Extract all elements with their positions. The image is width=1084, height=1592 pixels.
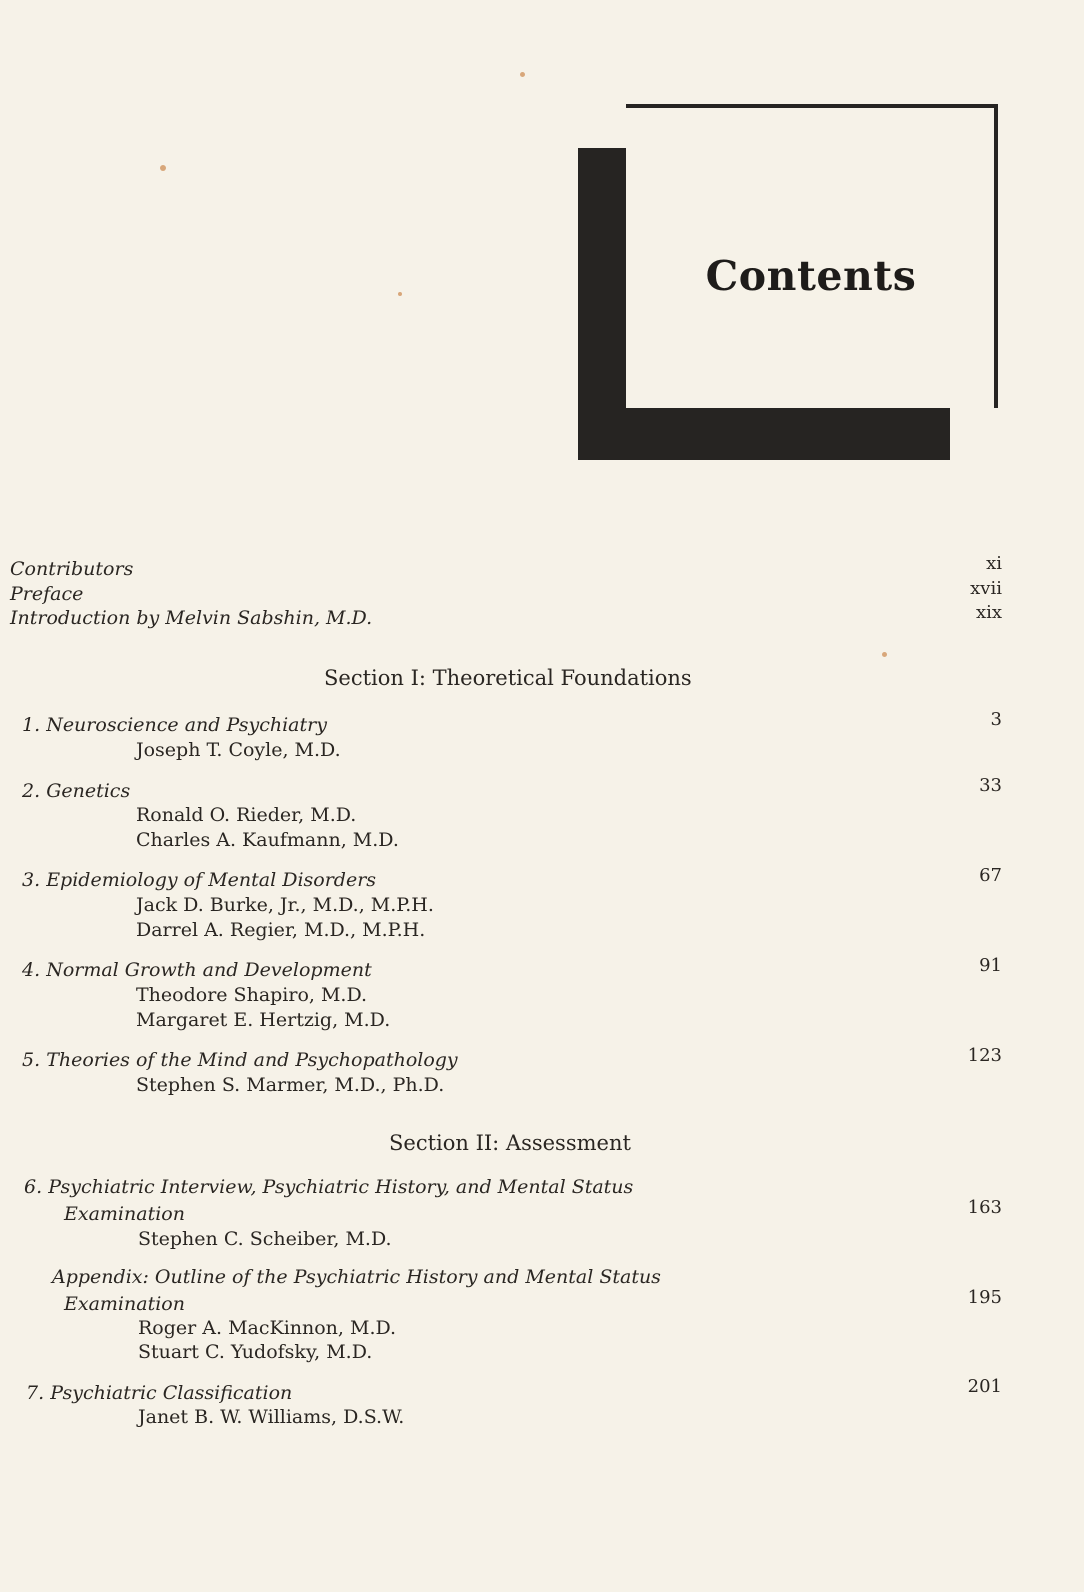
chapter-page: 67 bbox=[979, 865, 1002, 886]
appendix-title: Appendix: Outline of the Psychiatric History and Mental Status bbox=[52, 1266, 661, 1288]
chapter-title-text: Psychiatric Interview, Psychiatric History, and Mental Status bbox=[48, 1176, 634, 1198]
chapter-author: Roger A. MacKinnon, M.D. bbox=[138, 1317, 397, 1339]
chapter-page: 163 bbox=[967, 1197, 1002, 1218]
front-matter-introduction-page: xix bbox=[975, 602, 1002, 623]
chapter-title-text: Neuroscience and Psychiatry bbox=[46, 714, 327, 736]
front-matter-contributors-page: xi bbox=[986, 553, 1002, 574]
appendix-title-continuation: Examination bbox=[64, 1293, 185, 1315]
chapter-title bbox=[22, 780, 130, 802]
front-matter-preface: Preface bbox=[10, 583, 84, 605]
appendix-page: 195 bbox=[967, 1287, 1002, 1308]
front-matter-contributors: Contributors bbox=[10, 558, 134, 580]
chapter-number: 6. bbox=[24, 1176, 43, 1198]
title-frame-top-rule bbox=[626, 104, 998, 108]
chapter-author: Stephen C. Scheiber, M.D. bbox=[138, 1228, 392, 1250]
chapter-title bbox=[22, 869, 376, 891]
paper-speck bbox=[160, 165, 166, 171]
chapter-page: 3 bbox=[990, 709, 1002, 730]
chapter-page: 33 bbox=[979, 775, 1002, 796]
chapter-title bbox=[22, 1049, 458, 1071]
chapter-author: Janet B. W. Williams, D.S.W. bbox=[138, 1406, 405, 1428]
paper-speck bbox=[882, 652, 887, 657]
chapter-title-text: Genetics bbox=[46, 780, 131, 802]
chapter-author: Theodore Shapiro, M.D. bbox=[136, 984, 368, 1006]
chapter-title bbox=[26, 1382, 292, 1404]
chapter-author: Joseph T. Coyle, M.D. bbox=[136, 739, 341, 761]
chapter-author: Margaret E. Hertzig, M.D. bbox=[136, 1009, 391, 1031]
chapter-page: 91 bbox=[979, 955, 1002, 976]
chapter-title-continuation: Examination bbox=[64, 1203, 185, 1225]
chapter-number: 2. bbox=[22, 780, 41, 802]
chapter-title-text: Theories of the Mind and Psychopathology bbox=[46, 1049, 458, 1071]
paper-speck bbox=[520, 72, 525, 77]
chapter-number: 3. bbox=[22, 869, 41, 891]
paper-speck bbox=[398, 292, 402, 296]
chapter-author: Stuart C. Yudofsky, M.D. bbox=[138, 1341, 373, 1363]
chapter-page: 123 bbox=[967, 1045, 1002, 1066]
chapter-author: Charles A. Kaufmann, M.D. bbox=[136, 829, 399, 851]
page-title: Contents bbox=[705, 252, 917, 300]
chapter-title bbox=[22, 959, 372, 981]
chapter-title bbox=[24, 1176, 633, 1198]
section-heading: Section I: Theoretical Foundations bbox=[324, 666, 692, 690]
chapter-author: Stephen S. Marmer, M.D., Ph.D. bbox=[136, 1074, 445, 1096]
chapter-title-text: Psychiatric Classification bbox=[50, 1382, 293, 1404]
chapter-number: 5. bbox=[22, 1049, 41, 1071]
chapter-number: 1. bbox=[22, 714, 41, 736]
front-matter-preface-page: xvii bbox=[970, 578, 1002, 599]
chapter-title-text: Normal Growth and Development bbox=[46, 959, 372, 981]
chapter-author: Darrel A. Regier, M.D., M.P.H. bbox=[136, 919, 426, 941]
chapter-number: 7. bbox=[26, 1382, 45, 1404]
chapter-author: Jack D. Burke, Jr., M.D., M.P.H. bbox=[136, 894, 434, 916]
chapter-title bbox=[22, 714, 327, 736]
front-matter-introduction: Introduction by Melvin Sabshin, M.D. bbox=[10, 607, 373, 629]
title-frame-horizontal-bar bbox=[578, 408, 950, 460]
chapter-number: 4. bbox=[22, 959, 41, 981]
chapter-author: Ronald O. Rieder, M.D. bbox=[136, 804, 357, 826]
section-heading: Section II: Assessment bbox=[389, 1131, 631, 1155]
chapter-title-text: Epidemiology of Mental Disorders bbox=[46, 869, 377, 891]
chapter-page: 201 bbox=[967, 1376, 1002, 1397]
